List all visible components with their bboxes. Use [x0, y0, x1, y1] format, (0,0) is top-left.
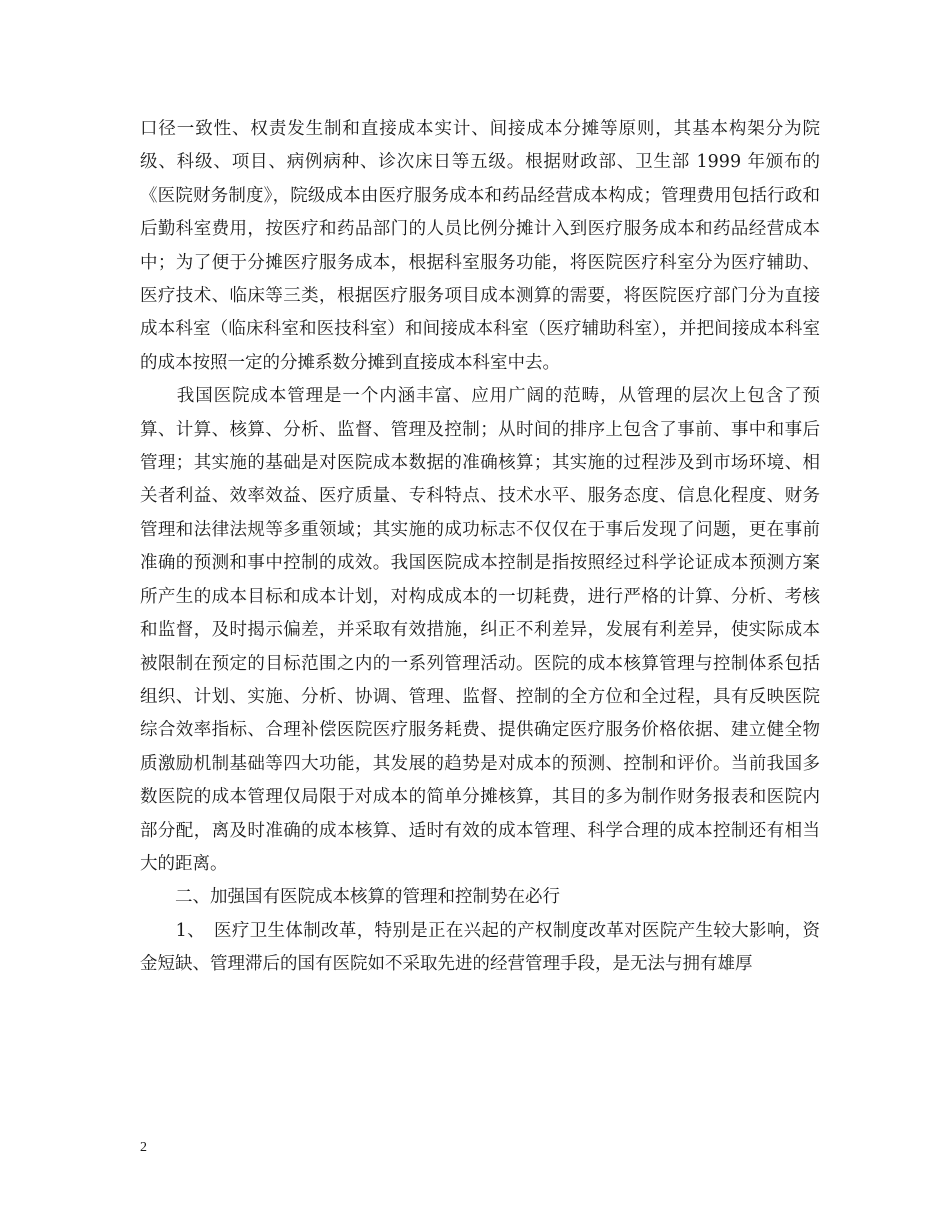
paragraph-cost-structure: 口径一致性、权责发生制和直接成本实计、间接成本分摊等原则，其基本构架分为院级、科级、项目、病例病种、诊次床日等五级。根据财政部、卫生部 1999 年颁布的《医院财务制度》，院级成本由医疗服务成本和药品经营成本构成；管理费用包括行政和后勤科室费用，按医疗和药品部门的人员比例分摊计入到医疗服务成本和药品经营成本中；为了便于分摊医疗服务成本，根据科室服务功能，将医院医疗科室分为医疗辅助、医疗技术、临床等三类，根据医疗服务项目成本测算的需要，将医院医疗部门分为直接成本科室（临床科室和医技科室）和间接成本科室（医疗辅助科室），并把间接成本科室的成本按照一定的分摊系数分摊到直接成本科室中去。 — [140, 119, 820, 373]
paragraph-cost-management: 我国医院成本管理是一个内涵丰富、应用广阔的范畴，从管理的层次上包含了预算、计算、核算、分析、监督、管理及控制；从时间的排序上包含了事前、事中和事后管理；其实施的基础是对医院成本数据的准确核算；其实施的过程涉及到市场环境、相关者利益、效率效益、医疗质量、专科特点、技术水平、服务态度、信息化程度、财务管理和法律法规等多重领域；其实施的成功标志不仅仅在于事后发现了问题，更在事前准确的预测和事中控制的成效。我国医院成本控制是指按照经过科学论证成本预测方案所产生的成本目标和成本计划，对构成成本的一切耗费，进行严格的计算、分析、考核和监督，及时揭示偏差，并采取有效措施，纠正不利差异，发展有利差异，使实际成本被限制在预定的目标范围之内的一系列管理活动。医院的成本核算管理与控制体系包括组织、计划、实施、分析、协调、管理、监督、控制的全方位和全过程，具有反映医院综合效率指标、合理补偿医院医疗服务耗费、提供确定医疗服务价格依据、建立健全物质激励机制基础等四大功能，其发展的趋势是对成本的预测、控制和评价。当前我国多数医院的成本管理仅局限于对成本的简单分摊核算，其目的多为制作财务报表和医院内部分配，离及时准确的成本核算、适时有效的成本管理、科学合理的成本控制还有相当大的距离。 — [140, 386, 820, 874]
document-body — [140, 113, 820, 982]
section-heading-two: 二、加强国有医院成本核算的管理和控制势在必行 — [140, 887, 560, 908]
paragraph-point-one: 1、 医疗卫生体制改革，特别是正在兴起的产权制度改革对医院产生较大影响，资金短缺、管理滞后的国有医院如不采取先进的经营管理手段，是无法与拥有雄厚 — [140, 920, 820, 975]
page-number: 2 — [140, 1140, 147, 1155]
